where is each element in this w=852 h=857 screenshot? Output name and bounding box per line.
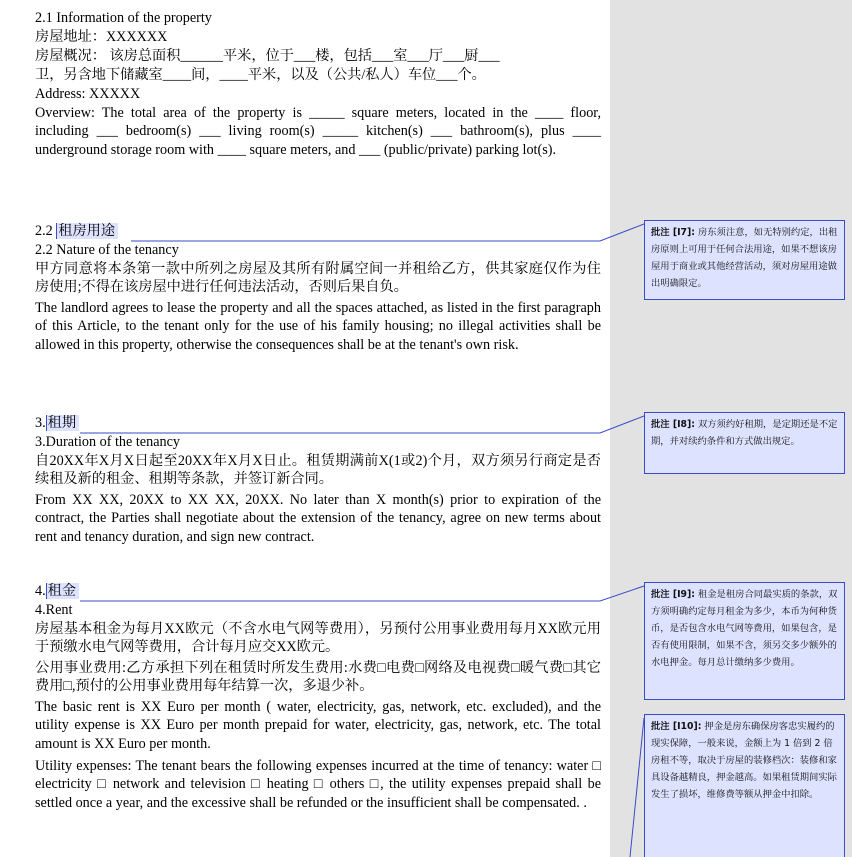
commented-text-anchor[interactable]: 租房用途 xyxy=(56,223,118,239)
comment-text: 双方须约好租期，是定期还是不定期，并对续约条件和方式做出规定。 xyxy=(651,419,838,447)
section-2-2-title-en: 2.2 Nature of the tenancy xyxy=(35,242,179,258)
comment-tag: 批注 xyxy=(651,721,670,732)
overview-cn-line-1: 房屋概况： 该房总面积______平米，位于___楼，包括___室___厅___厨___ xyxy=(35,48,500,64)
section-2-2-en: The landlord agrees to lease the property and all the spaces attached, as listed in the first paragraph of this Article, to the tenant only for the use of his family housing; no illegal activities shall be allowed in this property, otherwise the consequences shall be at the tenant's own risk. xyxy=(35,300,601,353)
comment-text: 房东须注意，如无特别约定，出租房原则上可用于任何合法用途，如果不想该房屋用于商业或其他经营活动，须对房屋用途做出明确限定。 xyxy=(651,227,838,289)
comment-i9[interactable] xyxy=(644,582,845,700)
comment-ref: [I10]: xyxy=(669,721,702,732)
comment-text: 押金是房东确保房客忠实履约的现实保障，一般来说，金额上为 1 倍到 2 倍房租不等，取决于房屋的装修档次：装修和家具设备越精良，押金越高。如果租赁期间实际发生了损坏，维修费等额从押金中扣除。 xyxy=(651,721,837,800)
section-4-heading xyxy=(35,582,601,600)
comment-tag: 批注 xyxy=(651,419,670,430)
address-en: Address: XXXXX xyxy=(35,86,141,102)
section-2-2-heading xyxy=(35,222,601,240)
section-number: 4. xyxy=(35,583,46,599)
section-3-cn: 自20XX年X月X日起至20XX年X月X日止。租赁期满前X(1或2)个月，双方须另行商定是否续租及新的租金、租期等条款，并签订新合同。 xyxy=(35,453,601,488)
comment-i8[interactable] xyxy=(644,412,845,474)
section-number: 2.2 xyxy=(35,223,57,239)
comment-ref: [I9]: xyxy=(669,589,695,600)
section-4-cn-1: 房屋基本租金为每月XX欧元（不含水电气网等费用），另预付公用事业费用每月XX欧元用于预缴水电气网等费用，合计每月应交XX欧元。 xyxy=(35,621,601,656)
section-2-2-cn: 甲方同意将本条第一款中所列之房屋及其所有附属空间一并租给乙方，供其家庭仅作为住房使用;不得在该房屋中进行任何违法活动，否则后果自负。 xyxy=(35,261,601,296)
section-3-en: From XX XX, 20XX to XX XX, 20XX. No later than X month(s) prior to expiration of the contract, the Parties shall negotiate about the extension of the tenancy, agree on new terms about rent and tenancy duration, and sign new contract. xyxy=(35,492,601,545)
commented-text-anchor[interactable]: 租金 xyxy=(46,583,79,599)
section-4-title-en: 4.Rent xyxy=(35,602,73,618)
comment-ref: [I8]: xyxy=(669,419,695,430)
section-4-en-2: Utility expenses: The tenant bears the following expenses incurred at the time of tenancy: water □ electricity □ network and television □ heating □ others □, the utility expenses prepaid shall be settled once a year, and the excessive shall be refunded or the insufficient shall be compensated. . xyxy=(35,758,601,811)
section-number: 3. xyxy=(35,415,46,431)
section-3-heading xyxy=(35,414,601,432)
comment-tag: 批注 xyxy=(651,227,670,238)
address-cn: 房屋地址：XXXXXX xyxy=(35,29,168,45)
section-3-title-en: 3.Duration of the tenancy xyxy=(35,434,180,450)
comment-ref: [I7]: xyxy=(669,227,695,238)
section-2-1-title: 2.1 Information of the property xyxy=(35,10,212,26)
comment-text: 租金是租房合同最实质的条款，双方须明确约定每月租金为多少，本币为何种货币，是否包含水电气网等费用，如果包含，是否有使用限制，如果不含，须另交多少额外的水电押金。每月总计缴纳多少费用。 xyxy=(651,589,838,668)
comment-i10[interactable] xyxy=(644,714,845,857)
comment-i7[interactable] xyxy=(644,220,845,300)
commented-text-anchor[interactable]: 租期 xyxy=(46,415,79,431)
section-4-en-1: The basic rent is XX Euro per month ( water, electricity, gas, network, etc. excluded), and the utility expense is XX Euro per month prepaid for water, electricity, gas, network, etc. The total amount is XX Euro per month. xyxy=(35,699,601,752)
overview-cn-line-2: 卫，另含地下储藏室____间，____平米，以及（公共/私人）车位___个。 xyxy=(35,67,486,83)
comment-tag: 批注 xyxy=(651,589,670,600)
section-4-cn-2: 公用事业费用:乙方承担下列在租赁时所发生费用:水费□电费□网络及电视费□暖气费□其它费用□,预付的公用事业费用每年结算一次，多退少补。 xyxy=(35,660,601,695)
overview-en: Overview: The total area of the property is _____ square meters, located in the ____ floor, including ___ bedroom(s) ___ living room(s) _____ kitchen(s) ___ bathroom(s), plus ____ underground storage room with ____ square meters, and ___ (public/private) parking lot(s). xyxy=(35,105,601,158)
